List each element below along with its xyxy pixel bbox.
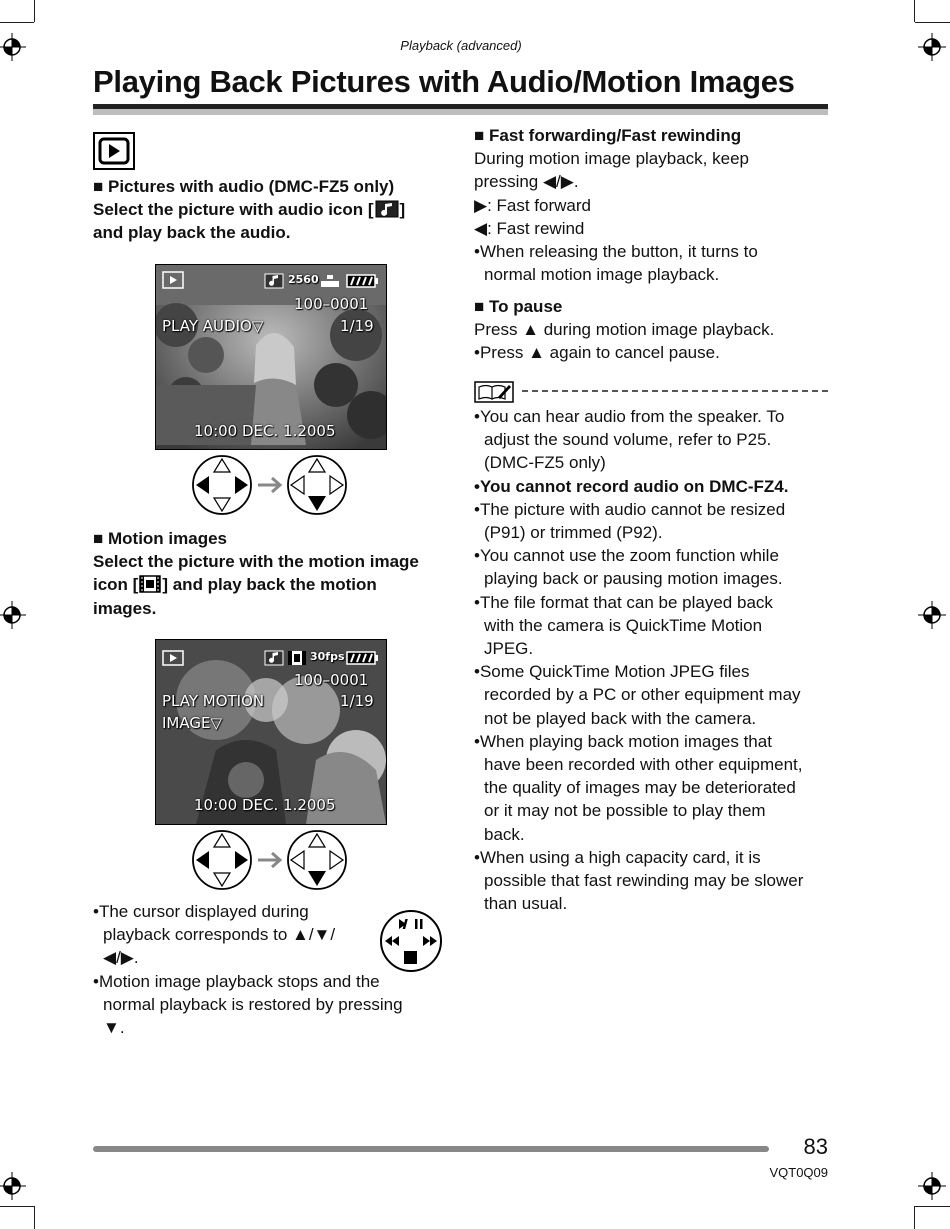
audio-playback-screen <box>155 264 387 450</box>
note-line: recorded by a PC or other equipment may <box>484 685 801 705</box>
note-line: JPEG. <box>484 639 534 659</box>
note-line: •Motion image playback stops and the <box>93 971 380 991</box>
note-line: (DMC-FZ5 only) <box>484 453 606 473</box>
motion-instruction-text: ] and play back the motion <box>162 575 377 595</box>
audio-instruction <box>93 198 453 221</box>
motion-cursor-diagram <box>190 829 350 891</box>
quality-icon <box>320 274 340 288</box>
note-line: normal playback is restored by pressing <box>103 994 403 1014</box>
crop-mark <box>915 1206 950 1207</box>
pause-heading: ■ To pause <box>474 297 563 316</box>
play-mode-label: PLAY MOTION <box>162 692 265 710</box>
ff-line: ▶: Fast forward <box>474 195 591 215</box>
playback-icon <box>162 271 184 289</box>
registration-mark-icon <box>918 601 946 629</box>
section-header: Playback (advanced) <box>400 38 522 53</box>
registration-mark-icon <box>918 33 946 61</box>
ff-line: During motion image playback, keep <box>474 149 749 169</box>
note-line: •You cannot record audio on DMC-FZ4. <box>474 476 789 496</box>
note-line: the quality of images may be deteriorated <box>484 778 796 798</box>
audio-icon <box>264 273 284 289</box>
play-mode-label: PLAY AUDIO▽ <box>162 317 264 335</box>
footer-rule <box>93 1146 769 1152</box>
ff-heading: ■ Fast forwarding/Fast rewinding <box>474 126 742 145</box>
audio-heading: ■ Pictures with audio (DMC-FZ5 only) <box>93 177 395 196</box>
motion-instruction-line: images. <box>93 598 157 618</box>
file-number: 100–0001 <box>294 295 369 313</box>
note-line: •The cursor displayed during <box>93 902 309 921</box>
note-line: •The file format that can be played back <box>474 592 773 612</box>
cursor-pad-right-icon <box>193 456 251 514</box>
note-line: adjust the sound volume, refer to P25. <box>484 430 772 450</box>
battery-icon <box>346 651 378 665</box>
cursor-pad-down-icon <box>288 831 346 889</box>
cursor-pad-down-icon <box>288 456 346 514</box>
picture-count: 1/19 <box>340 317 374 335</box>
crop-mark <box>0 1206 34 1207</box>
document-code: VQT0Q09 <box>769 1165 828 1180</box>
note-line: •You can hear audio from the speaker. To <box>474 407 785 426</box>
note-line: have been recorded with other equipment, <box>484 755 803 775</box>
audio-icon <box>264 650 284 666</box>
note-line: back. <box>484 824 525 844</box>
motion-image-icon <box>138 574 162 594</box>
note-icon <box>474 381 514 403</box>
motion-instruction-text: icon [ <box>93 575 139 595</box>
audio-instruction-line: and play back the audio. <box>93 223 291 243</box>
title-rule-shadow <box>93 109 828 115</box>
pause-bullet: •Press ▲ again to cancel pause. <box>474 343 720 363</box>
ff-line: pressing ◀/▶. <box>474 172 579 192</box>
registration-mark-icon <box>918 1172 946 1200</box>
note-line: •Some QuickTime Motion JPEG files <box>474 662 750 682</box>
ff-line: ◀: Fast rewind <box>474 218 585 238</box>
audio-instruction-text: ] <box>399 200 406 220</box>
audio-instruction-text: Select the picture with audio icon [ <box>93 200 374 220</box>
crop-mark <box>34 1206 35 1229</box>
registration-mark-icon <box>0 1172 26 1200</box>
motion-instruction-line <box>93 573 453 596</box>
audio-cursor-diagram <box>190 454 350 516</box>
note-line: possible that fast rewinding may be slower <box>484 871 804 891</box>
note-line: ◀/▶. <box>103 948 139 968</box>
motion-instruction: Select the picture with the motion image <box>93 552 419 572</box>
note-line: •When using a high capacity card, it is <box>474 847 761 867</box>
frame-rate-label: 30fps <box>310 650 345 663</box>
note-line: with the camera is QuickTime Motion <box>484 615 763 635</box>
note-line: •When playing back motion images that <box>474 731 772 751</box>
motion-section <box>93 527 453 620</box>
note-line: playing back or pausing motion images. <box>484 569 783 589</box>
cursor-button-icon <box>379 909 443 973</box>
cursor-pad-right-icon <box>193 831 251 889</box>
notes-list <box>474 405 834 915</box>
audio-icon <box>374 199 400 219</box>
note-line: not be played back with the camera. <box>484 708 757 728</box>
motion-image-icon <box>287 650 307 666</box>
motion-heading: ■ Motion images <box>93 529 227 548</box>
play-mode-label: IMAGE▽ <box>162 714 222 732</box>
note-line: than usual. <box>484 894 568 914</box>
note-line: or it may not be possible to play them <box>484 801 766 821</box>
crop-mark <box>34 0 35 22</box>
registration-mark-icon <box>0 601 26 629</box>
date-time: 10:00 DEC. 1.2005 <box>194 796 336 814</box>
audio-section <box>93 175 453 245</box>
note-line: •You cannot use the zoom function while <box>474 546 779 566</box>
playback-icon <box>162 650 184 666</box>
playback-mode-icon <box>93 132 135 170</box>
crop-mark <box>0 22 34 23</box>
pause-line: Press ▲ during motion image playback. <box>474 320 775 340</box>
pause-section <box>474 295 834 365</box>
page-title: Playing Back Pictures with Audio/Motion Images <box>93 64 795 99</box>
fast-forward-section <box>474 124 834 286</box>
note-line: (P91) or trimmed (P92). <box>484 523 663 543</box>
crop-mark <box>914 1206 915 1229</box>
picture-count: 1/19 <box>340 692 374 710</box>
note-line: playback corresponds to ▲/▼/ <box>103 925 336 945</box>
motion-playback-screen <box>155 639 387 825</box>
ff-bullet: normal motion image playback. <box>484 265 720 285</box>
crop-mark <box>914 0 915 22</box>
date-time: 10:00 DEC. 1.2005 <box>194 422 336 440</box>
crop-mark <box>915 22 950 23</box>
page-number: 83 <box>803 1134 828 1159</box>
resolution-label: 2560 <box>288 273 319 286</box>
battery-icon <box>346 274 378 288</box>
note-line: •The picture with audio cannot be resized <box>474 499 786 519</box>
file-number: 100–0001 <box>294 671 369 689</box>
note-divider <box>522 390 828 392</box>
note-line: ▼. <box>103 1018 125 1038</box>
ff-bullet: •When releasing the button, it turns to <box>474 242 758 262</box>
